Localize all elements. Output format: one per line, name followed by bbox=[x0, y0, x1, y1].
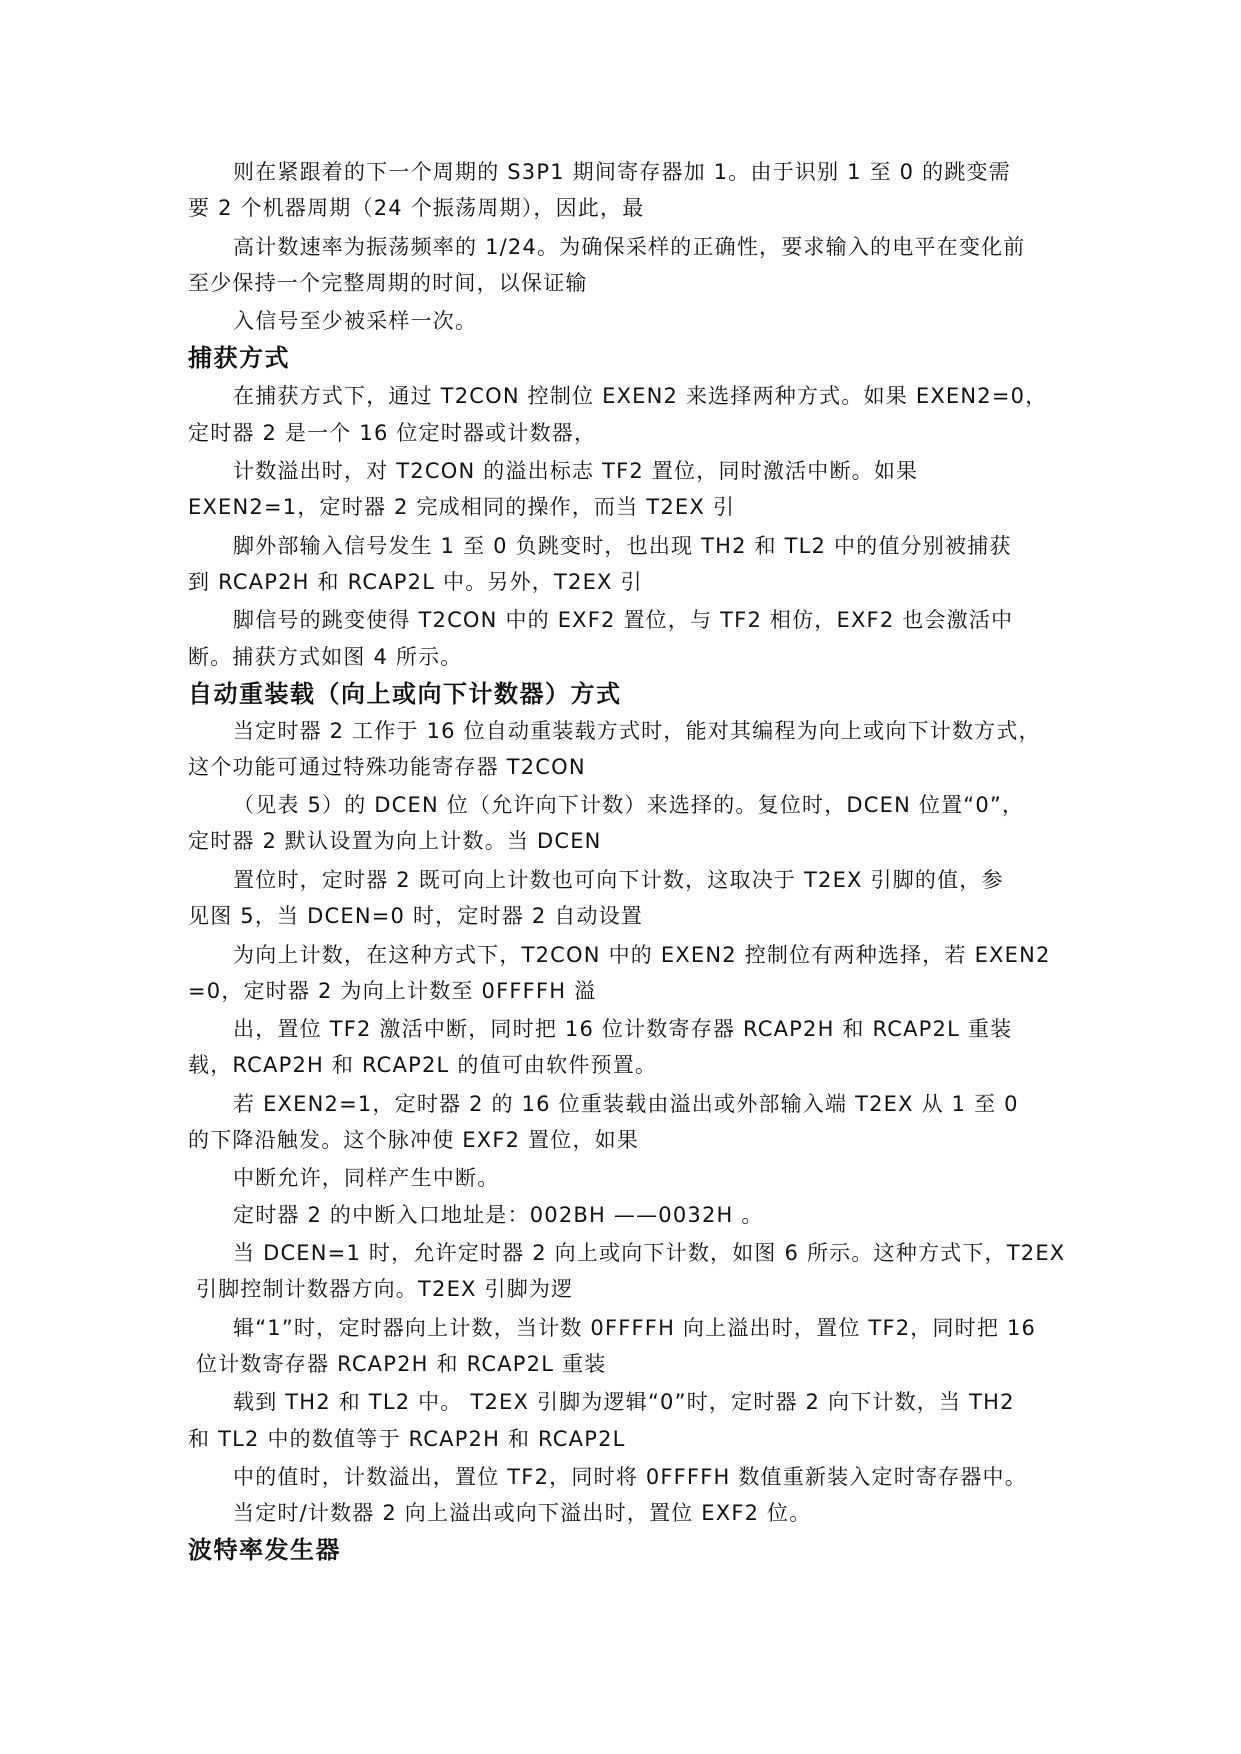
text-line: 和 TL2 中的数值等于 RCAP2H 和 RCAP2L bbox=[188, 1427, 626, 1451]
text-line: 载，RCAP2H 和 RCAP2L 的值可由软件预置。 bbox=[188, 1053, 658, 1077]
text-line: 中的值时，计数溢出，置位 TF2，同时将 0FFFFH 数值重新装入定时寄存器中。 bbox=[233, 1465, 1027, 1489]
text-line: 若 EXEN2=1，定时器 2 的 16 位重装载由溢出或外部输入端 T2EX 从 1 至 0 bbox=[233, 1092, 1019, 1116]
text-line: 中断允许，同样产生中断。 bbox=[233, 1166, 500, 1190]
text-line: 辑“1”时，定时器向上计数，当计数 0FFFFH 向上溢出时，置位 TF2，同时把 16 bbox=[233, 1316, 1037, 1340]
text-line: =0，定时器 2 为向上计数至 0FFFFH 溢 bbox=[188, 979, 597, 1003]
text-line: 当定时器 2 工作于 16 位自动重装载方式时，能对其编程为向上或向下计数方式， bbox=[233, 719, 1041, 743]
text-line: 断。捕获方式如图 4 所示。 bbox=[188, 645, 463, 669]
text-line: 载到 TH2 和 TL2 中。 T2EX 引脚为逻辑“0”时，定时器 2 向下计数，当 TH2 bbox=[233, 1390, 1015, 1414]
text-line: 至少保持一个完整周期的时间，以保证输 bbox=[188, 271, 588, 295]
text-line: 定时器 2 默认设置为向上计数。当 DCEN bbox=[188, 829, 602, 853]
text-line: 要 2 个机器周期（24 个振荡周期），因此，最 bbox=[188, 196, 645, 220]
text-line: 为向上计数，在这种方式下，T2CON 中的 EXEN2 控制位有两种选择，若 EXEN2 bbox=[233, 943, 1051, 967]
section-heading: 波特率发生器 bbox=[188, 1536, 341, 1564]
text-line: 计数溢出时，对 T2CON 的溢出标志 TF2 置位，同时激活中断。如果 bbox=[233, 459, 919, 483]
text-line: 定时器 2 是一个 16 位定时器或计数器， bbox=[188, 421, 597, 445]
text-line: 见图 5，当 DCEN=0 时，定时器 2 自动设置 bbox=[188, 904, 644, 928]
text-line: 入信号至少被采样一次。 bbox=[233, 309, 478, 333]
text-line: 的下降沿触发。这个脉冲使 EXF2 置位，如果 bbox=[188, 1128, 640, 1152]
text-line: 到 RCAP2H 和 RCAP2L 中。另外，T2EX 引 bbox=[188, 570, 643, 594]
text-line: EXEN2=1，定时器 2 完成相同的操作，而当 T2EX 引 bbox=[188, 495, 736, 519]
section-heading: 捕获方式 bbox=[188, 344, 290, 372]
text-line: （见表 5）的 DCEN 位（允许向下计数）来选择的。复位时，DCEN 位置“0”， bbox=[233, 793, 1025, 817]
text-line: 这个功能可通过特殊功能寄存器 T2CON bbox=[188, 755, 586, 779]
text-line: 在捕获方式下，通过 T2CON 控制位 EXEN2 来选择两种方式。如果 EXEN2=0， bbox=[233, 384, 1048, 408]
text-line: 高计数速率为振荡频率的 1/24。为确保采样的正确性，要求输入的电平在变化前 bbox=[233, 235, 1026, 259]
text-line: 脚外部输入信号发生 1 至 0 负跳变时，也出现 TH2 和 TL2 中的值分别被捕获 bbox=[233, 534, 1012, 558]
text-line: 当定时/计数器 2 向上溢出或向下溢出时，置位 EXF2 位。 bbox=[233, 1501, 812, 1525]
text-line: 当 DCEN=1 时，允许定时器 2 向上或向下计数，如图 6 所示。这种方式下，T2EX bbox=[233, 1241, 1066, 1265]
text-line: 引脚控制计数器方向。T2EX 引脚为逻 bbox=[196, 1277, 574, 1301]
text-line: 置位时，定时器 2 既可向上计数也可向下计数，这取决于 T2EX 引脚的值，参 bbox=[233, 868, 1004, 892]
text-line: 脚信号的跳变使得 T2CON 中的 EXF2 置位，与 TF2 相仿，EXF2 也会激活中 bbox=[233, 608, 1014, 632]
text-line: 位计数寄存器 RCAP2H 和 RCAP2L 重装 bbox=[196, 1352, 607, 1376]
text-line: 定时器 2 的中断入口地址是：002BH ——0032H 。 bbox=[233, 1203, 764, 1227]
text-line: 出，置位 TF2 激活中断，同时把 16 位计数寄存器 RCAP2H 和 RCAP2L 重装 bbox=[233, 1017, 1013, 1041]
text-line: 则在紧跟着的下一个周期的 S3P1 期间寄存器加 1。由于识别 1 至 0 的跳变需 bbox=[233, 160, 1011, 184]
section-heading: 自动重装载（向上或向下计数器）方式 bbox=[188, 680, 622, 708]
